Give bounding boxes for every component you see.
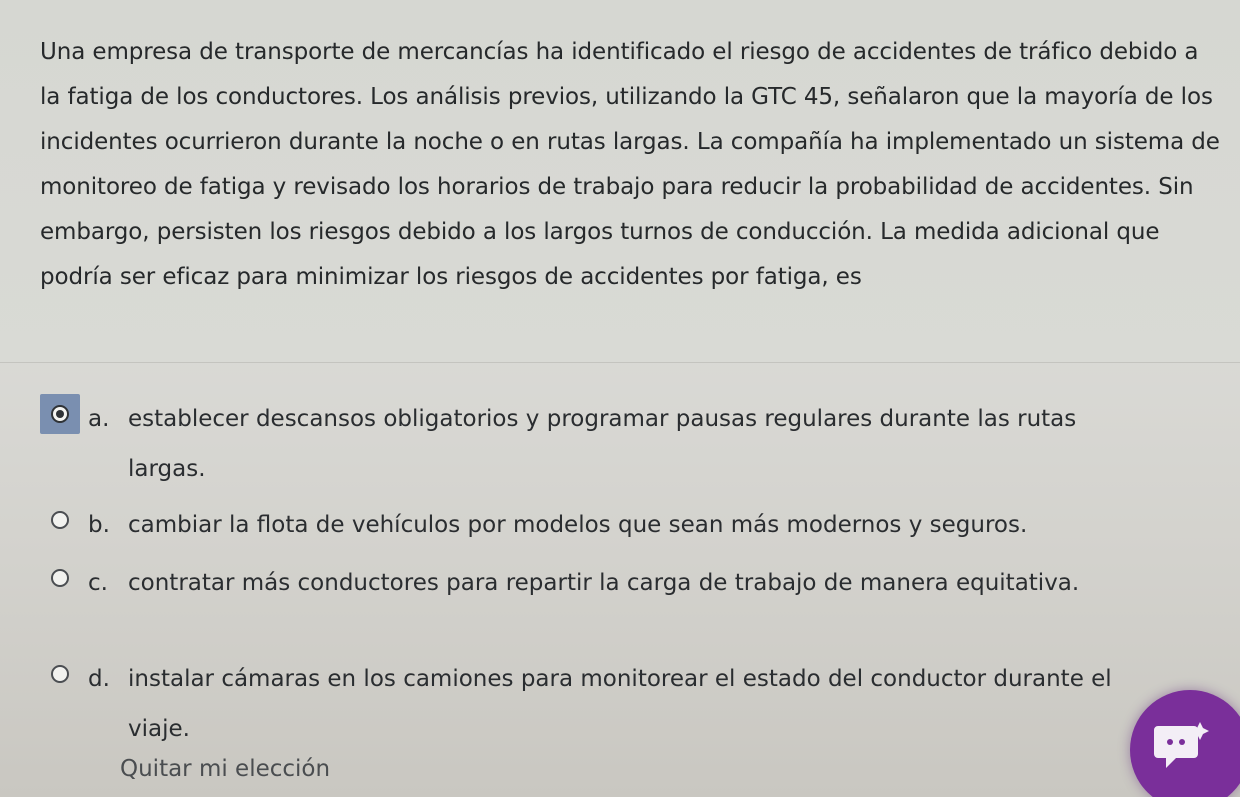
option-b-radio[interactable]	[51, 511, 69, 529]
option-d[interactable]	[40, 654, 1200, 754]
option-a-text: establecer descansos obligatorios y programar pausas regulares durante las rutas largas.	[128, 406, 1077, 482]
question-box	[0, 0, 1240, 363]
radio-wrap[interactable]	[40, 558, 80, 598]
option-c[interactable]	[40, 558, 1200, 608]
question-text: Una empresa de transporte de mercancías ha identificado el riesgo de accidentes de tráfico debido a la fatiga de los conductores. Los análisis previos, utilizando la GTC 45, señalaron que la mayoría de los incidentes ocurrieron durante la noche o en rutas largas. La compañía ha implementado un sistema de monitoreo de fatiga y revisado los horarios de trabajo para reducir la probabilidad de accidentes. Sin embargo, persisten los riesgos debido a los largos turnos de conducción. La medida adicional que podría ser eficaz para minimizar los riesgos de accidentes por fatiga, es	[40, 39, 1220, 290]
option-b[interactable]	[40, 500, 1200, 550]
option-b-text: cambiar la flota de vehículos por modelos que sean más modernos y seguros.	[128, 512, 1028, 538]
option-c-radio[interactable]	[51, 569, 69, 587]
radio-wrap[interactable]	[40, 500, 80, 540]
option-c-text: contratar más conductores para repartir la carga de trabajo de manera equitativa.	[128, 570, 1080, 596]
radio-wrap[interactable]	[40, 654, 80, 694]
option-d-text: instalar cámaras en los camiones para monitorear el estado del conductor durante el viaje.	[128, 666, 1112, 742]
option-a-letter: a.	[88, 406, 110, 432]
option-b-letter: b.	[88, 512, 110, 538]
clear-choice-link[interactable]: Quitar mi elección	[120, 756, 331, 782]
option-c-letter: c.	[88, 570, 108, 596]
option-a-radio[interactable]	[51, 405, 69, 423]
option-d-letter: d.	[88, 666, 110, 692]
chat-bubble-icon	[1152, 720, 1214, 776]
radio-focus-highlight[interactable]	[40, 394, 80, 434]
option-a[interactable]	[40, 394, 1200, 494]
option-d-radio[interactable]	[51, 665, 69, 683]
